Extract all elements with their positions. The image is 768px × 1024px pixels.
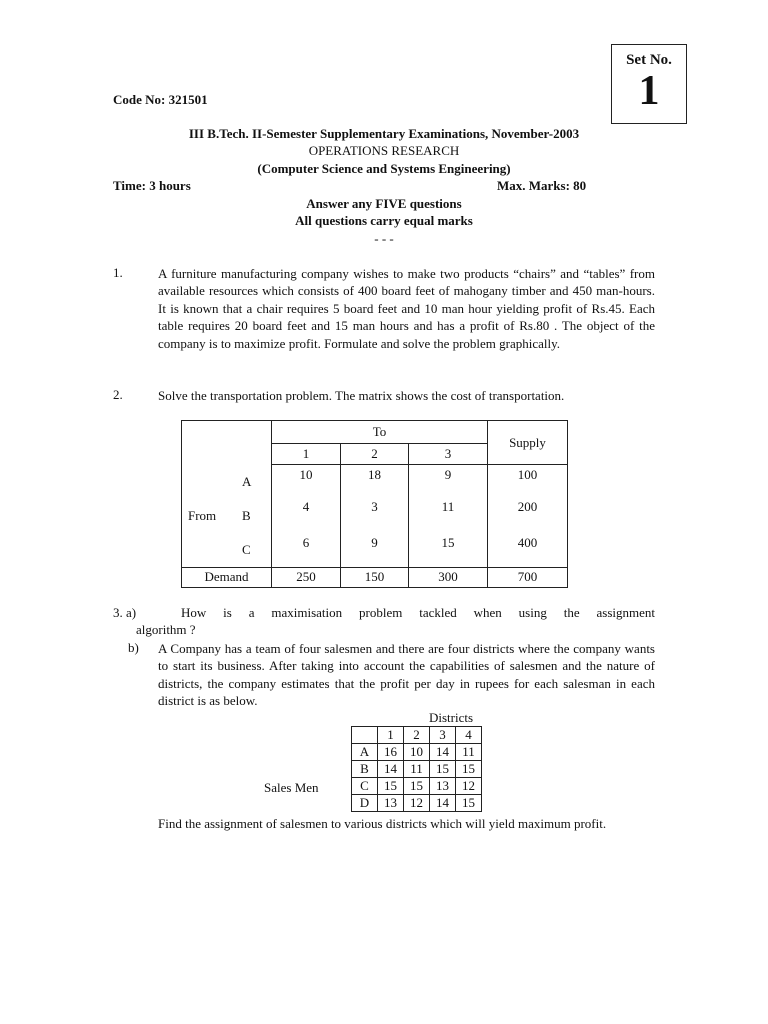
instruction-answer: Answer any FIVE questions	[306, 196, 462, 211]
supply-cell: 200	[517, 499, 538, 514]
row-label: B	[352, 761, 378, 778]
column-cells	[409, 465, 488, 568]
column-header: 2	[404, 727, 430, 744]
table-row	[352, 744, 482, 761]
table-cell: 6	[302, 535, 310, 550]
row-label: C	[242, 541, 251, 557]
table-cell: 18	[368, 467, 381, 482]
table-cell: 9	[371, 535, 378, 550]
row-labels	[242, 465, 272, 568]
table-cell: 12	[456, 778, 482, 795]
set-number: 1	[638, 68, 660, 114]
exam-title: III B.Tech. II-Semester Supplementary Examinations, November-2003	[188, 126, 580, 141]
table-body	[182, 465, 568, 568]
set-number-box	[611, 44, 687, 124]
table-cell: 4	[302, 499, 310, 514]
demand-cell: 150	[341, 567, 409, 587]
districts-label: Districts	[429, 710, 474, 725]
question-3a-number: 3. a)	[113, 605, 137, 620]
table-cell: 15	[456, 761, 482, 778]
table-cell: 15	[430, 761, 456, 778]
question-3b-text: A Company has a team of four salesmen and there are four districts where the company wants to start its business. After taking into account the capabilities of salesmen and the nature of districts, the company estimates that the profit per day in rupees for each salesman in each district is as below.	[158, 641, 655, 709]
table-corner-cell	[182, 421, 272, 465]
column-cells	[341, 465, 409, 568]
table-cell: 9	[444, 467, 452, 482]
from-label: From	[182, 465, 243, 568]
demand-row	[182, 567, 568, 587]
question-1-text: A furniture manufacturing company wishes to make two products “chairs” and “tables” from available resources which consists of 400 board feet of mahogany timber and 450 man-hours. It is known that a chair requires 5 board feet and 10 man hour yielding profit of Rs.45. Each table requires 20 board feet and 15 man hours and has a profit of Rs.80 . The object of the company is to maximize profit. Formulate and solve the problem graphically.	[158, 266, 655, 351]
question-3b-closing: Find the assignment of salesmen to various districts which will yield maximum profit.	[158, 816, 607, 831]
branch-title: (Computer Science and Systems Engineering)	[257, 161, 511, 176]
to-header: To	[272, 421, 488, 444]
supply-cells	[488, 465, 568, 568]
table-row	[352, 795, 482, 812]
column-header: 3	[409, 444, 488, 465]
row-label: A	[352, 744, 378, 761]
question-1-number: 1.	[113, 265, 123, 280]
table-cell: 10	[404, 744, 430, 761]
code-number: Code No: 321501	[113, 92, 208, 107]
table-cell: 13	[430, 778, 456, 795]
table-cell: 11	[456, 744, 482, 761]
supply-cell: 400	[517, 535, 538, 550]
row-label: D	[352, 795, 378, 812]
supply-header: Supply	[488, 421, 568, 465]
table-cell: 15	[456, 795, 482, 812]
column-header: 2	[341, 444, 409, 465]
set-label: Set No.	[626, 52, 672, 68]
table-cell: 14	[430, 795, 456, 812]
table-cell: 11	[404, 761, 430, 778]
row-label: A	[242, 473, 252, 489]
table-cell: 12	[404, 795, 430, 812]
question-3a-text-line2: algorithm ?	[136, 622, 196, 637]
demand-cell: 250	[272, 567, 341, 587]
table-cell: 15	[441, 535, 455, 550]
question-3b-number: b)	[128, 640, 139, 655]
table-cell: 13	[378, 795, 404, 812]
column-cells	[272, 465, 341, 568]
assignment-table	[351, 726, 482, 812]
instruction-equal-marks: All questions carry equal marks	[295, 213, 473, 228]
table-row	[352, 778, 482, 795]
column-header: 3	[430, 727, 456, 744]
table-cell: 16	[378, 744, 404, 761]
column-header: 1	[272, 444, 341, 465]
table-cell: 15	[404, 778, 430, 795]
question-2-number: 2.	[113, 387, 123, 402]
table-cell: 3	[371, 499, 378, 514]
column-header: 4	[456, 727, 482, 744]
table-cell: 10	[299, 467, 313, 482]
demand-label: Demand	[182, 567, 272, 587]
demand-cell: 300	[409, 567, 488, 587]
table-cell: 14	[430, 744, 456, 761]
table-cell: 14	[378, 761, 404, 778]
supply-cell: 100	[517, 467, 538, 482]
demand-total: 700	[488, 567, 568, 587]
transportation-table	[181, 420, 568, 588]
separator: - - -	[374, 231, 394, 246]
max-marks-label: Max. Marks: 80	[497, 178, 587, 193]
question-2-text: Solve the transportation problem. The matrix shows the cost of transportation.	[158, 388, 565, 403]
row-label: B	[242, 507, 251, 523]
row-label: C	[352, 778, 378, 795]
column-header: 1	[378, 727, 404, 744]
table-cell: 11	[441, 499, 455, 514]
table-corner-cell	[352, 727, 378, 744]
question-3a-text-line1: How is a maximisation problem tackled when using the assignment	[181, 605, 655, 620]
time-label: Time: 3 hours	[113, 178, 191, 193]
table-cell: 15	[378, 778, 404, 795]
salesmen-label: Sales Men	[264, 780, 319, 795]
subject-title: OPERATIONS RESEARCH	[308, 143, 460, 158]
table-row	[352, 761, 482, 778]
